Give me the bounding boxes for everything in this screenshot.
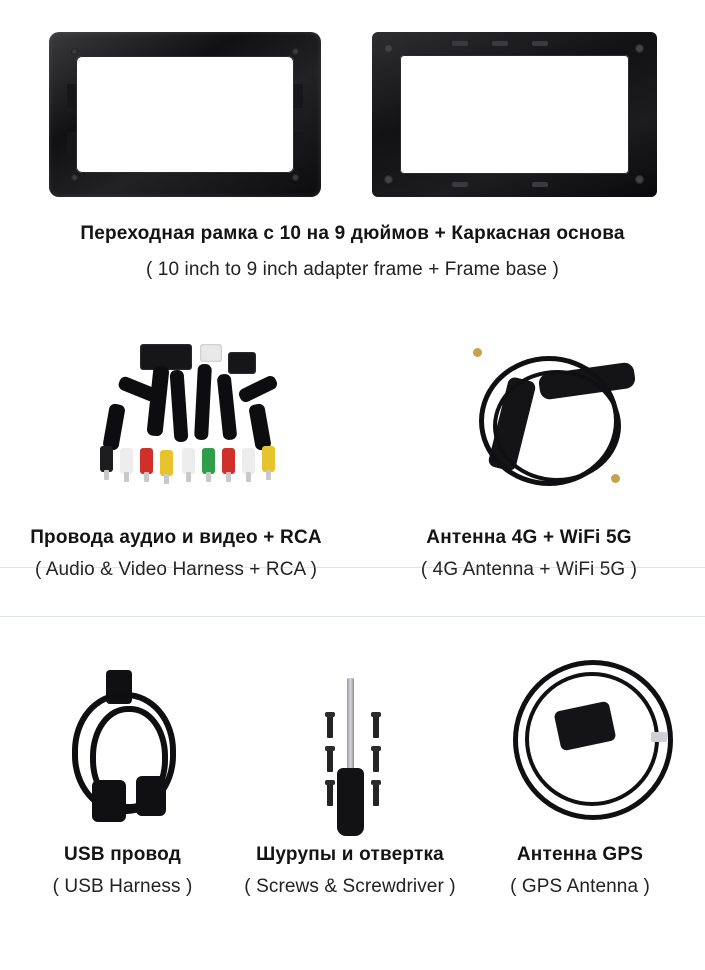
harness-wire xyxy=(217,373,238,440)
frame-vent-slot xyxy=(452,41,468,46)
harness-black-connector xyxy=(228,352,256,374)
screws-screwdriver-image xyxy=(235,640,465,835)
frame-mount-hole xyxy=(384,44,393,53)
frame-screw-hole xyxy=(71,174,78,181)
rca-plug-green xyxy=(202,448,215,474)
gps-caption-ru: Антенна GPS xyxy=(516,844,644,865)
scan-hairline xyxy=(0,616,705,617)
screws-caption-ru: Шурупы и отвертка xyxy=(256,844,444,865)
frame-tab xyxy=(67,132,79,156)
frame-mount-hole xyxy=(635,175,644,184)
gps-connector xyxy=(651,732,667,742)
frame-tab xyxy=(67,84,79,108)
screwdriver-shaft xyxy=(347,678,354,770)
harness-wire xyxy=(237,374,279,404)
frame-screw-hole xyxy=(292,174,299,181)
harness-main-connector xyxy=(140,344,192,370)
section-harness-antenna xyxy=(0,330,705,600)
item-screws-screwdriver xyxy=(235,640,465,940)
harness-wire xyxy=(170,370,189,443)
usb-plug-female xyxy=(136,776,166,816)
antenna-caption-ru: Антенна 4G + WiFi 5G xyxy=(426,527,632,548)
frame-tab xyxy=(291,84,303,108)
item-4g-wifi-antenna xyxy=(353,330,705,600)
frame-screw-hole xyxy=(71,48,78,55)
section-accessories xyxy=(0,640,705,940)
section-frames xyxy=(0,0,705,300)
frame-vent-slot xyxy=(532,41,548,46)
screw xyxy=(373,784,379,806)
frame-base-rear-image xyxy=(372,32,657,197)
scan-hairline xyxy=(0,567,705,568)
rca-plug-red xyxy=(140,448,153,474)
screw xyxy=(327,750,333,772)
harness-white-connector xyxy=(200,344,222,362)
adapter-frame-front-image xyxy=(49,32,321,197)
screwdriver-handle xyxy=(337,768,364,836)
screw xyxy=(327,784,333,806)
screw xyxy=(373,716,379,738)
gps-caption-en: ( GPS Antenna ) xyxy=(510,876,650,897)
frame-vent-slot xyxy=(532,182,548,187)
rca-plug-white xyxy=(182,448,195,474)
antenna-connector-tip xyxy=(611,474,620,483)
frame-vent-slot xyxy=(492,41,508,46)
usb-caption-ru: USB провод xyxy=(64,844,181,865)
rca-plug-white xyxy=(242,448,255,474)
frames-caption-ru: Переходная рамка с 10 на 9 дюймов + Каркасная основа xyxy=(80,223,625,244)
item-audio-video-harness xyxy=(0,330,352,600)
antenna-connector-tip xyxy=(473,348,482,357)
frame-vent-slot xyxy=(452,182,468,187)
harness-wire xyxy=(102,403,126,451)
screw xyxy=(327,716,333,738)
screws-caption-en: ( Screws & Screwdriver ) xyxy=(244,876,456,897)
frame-tab xyxy=(291,132,303,156)
frame-mount-hole xyxy=(635,44,644,53)
frames-caption-en: ( 10 inch to 9 inch adapter frame + Frame base ) xyxy=(146,259,559,280)
rca-plug-yellow xyxy=(262,446,275,472)
harness-wire xyxy=(194,364,212,441)
harness-wire xyxy=(248,403,272,451)
frame-screw-hole xyxy=(292,48,299,55)
usb-caption-en: ( USB Harness ) xyxy=(52,876,193,897)
harness-caption-en: ( Audio & Video Harness + RCA ) xyxy=(34,559,318,580)
frames-image-row xyxy=(0,22,705,202)
item-gps-antenna xyxy=(465,640,695,940)
screw xyxy=(373,750,379,772)
antenna-cable-loop xyxy=(493,370,621,482)
rca-plug-red xyxy=(222,448,235,474)
rca-plug-white xyxy=(120,448,133,474)
harness-caption-ru: Провода аудио и видео + RCA xyxy=(30,527,322,548)
rca-plug-yellow xyxy=(160,450,173,476)
rca-plug-black xyxy=(100,446,113,472)
4g-wifi-antenna-image xyxy=(353,330,705,515)
usb-plug-female xyxy=(92,780,126,822)
frame-mount-hole xyxy=(384,175,393,184)
usb-harness-image xyxy=(10,640,235,835)
antenna-caption-en: ( 4G Antenna + WiFi 5G ) xyxy=(420,559,638,580)
audio-video-harness-image xyxy=(0,330,352,515)
gps-antenna-image xyxy=(465,640,695,835)
item-usb-harness xyxy=(10,640,235,940)
